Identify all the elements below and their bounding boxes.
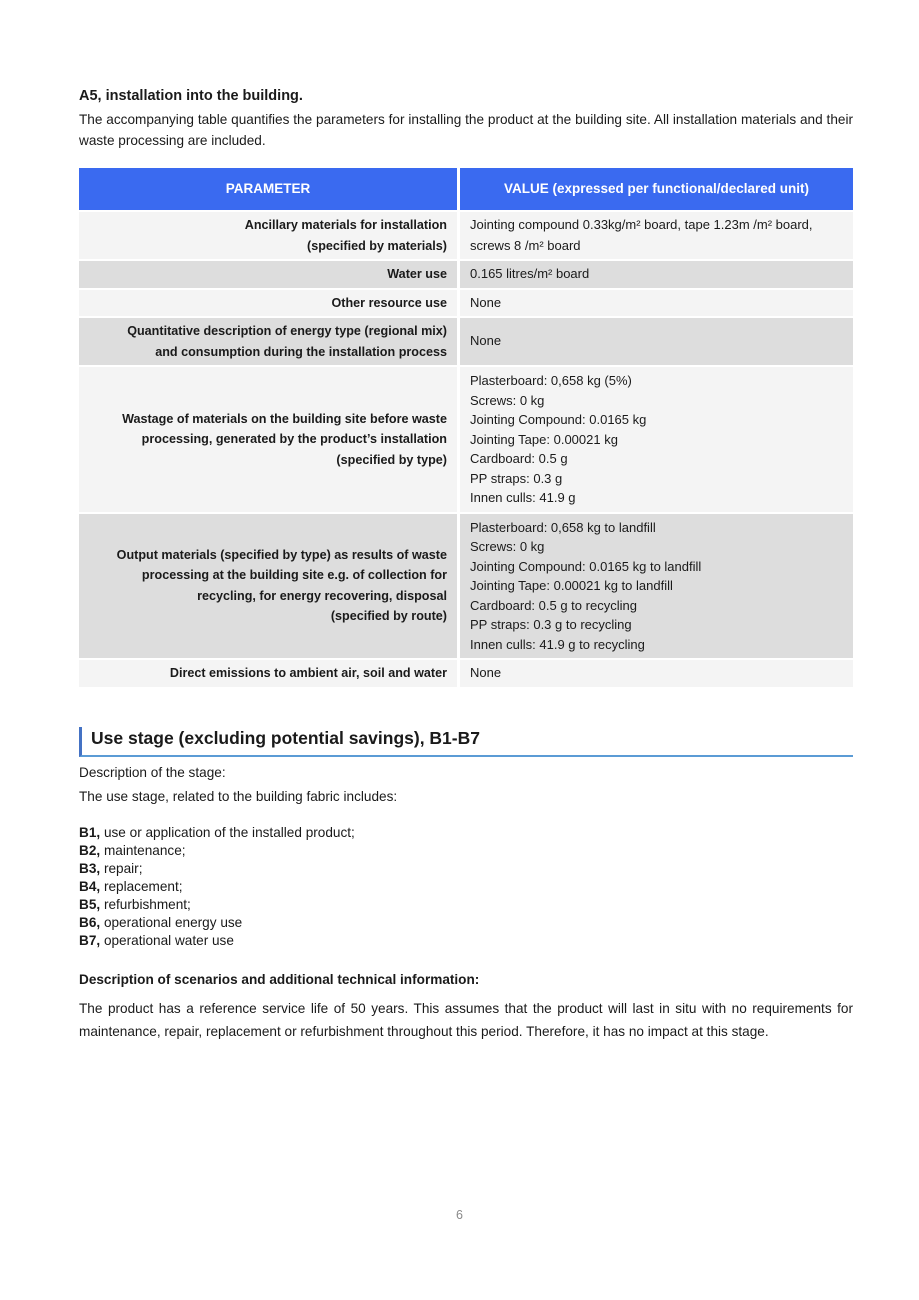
a5-section-heading: A5, installation into the building. xyxy=(79,88,303,104)
b-stage-item-b6 xyxy=(79,914,853,932)
b-stage-text: operational water use xyxy=(103,932,234,948)
table-row-other-resource-use xyxy=(79,290,853,317)
b-stage-item-b3 xyxy=(79,860,853,878)
parameter-cell: Output materials (specified by type) as results of waste processing at the building site e.g. of collection for recycling, for energy recovering, disposal (specified by route) xyxy=(79,514,457,659)
b-stage-item-b7 xyxy=(79,932,853,950)
value-cell: Plasterboard: 0,658 kg to landfill Screws: 0 kg Jointing Compound: 0.0165 kg to landfill Jointing Tape: 0.00021 kg to landfill Cardboard: 0.5 g to recycling PP straps: 0.3 g to recycling Innen culls: 41.9 g to recycling xyxy=(460,514,853,659)
b-stage-item-b5 xyxy=(79,896,853,914)
value-cell: None xyxy=(460,318,853,365)
b-stage-text: repair; xyxy=(103,860,143,876)
header-cell-parameter: PARAMETER xyxy=(79,168,457,210)
b-stage-item-b4 xyxy=(79,878,853,896)
b-stage-text: use or application of the installed product; xyxy=(103,824,355,840)
b-stage-text: maintenance; xyxy=(103,842,186,858)
b-stage-text: operational energy use xyxy=(103,914,243,930)
a5-intro-paragraph: The accompanying table quantifies the parameters for installing the product at the building site. All installation materials and their waste processing are included. xyxy=(79,112,853,148)
b-stage-item-b1 xyxy=(79,824,853,842)
b-stage-text: replacement; xyxy=(103,878,183,894)
b-stage-prefix: B4, xyxy=(79,878,101,894)
installation-parameters-table xyxy=(79,168,853,687)
value-cell: 0.165 litres/m² board xyxy=(460,261,853,288)
value-cell: None xyxy=(460,660,853,687)
page-number: 6 xyxy=(456,1208,463,1222)
parameter-cell: Water use xyxy=(79,261,457,288)
scenarios-heading: Description of scenarios and additional technical information: xyxy=(79,971,480,987)
header-cell-value: VALUE (expressed per functional/declared unit) xyxy=(460,168,853,210)
table-row-water-use xyxy=(79,261,853,288)
b-stage-prefix: B3, xyxy=(79,860,101,876)
b-stage-prefix: B2, xyxy=(79,842,101,858)
stage-description-text: The use stage, related to the building fabric includes: xyxy=(79,788,398,804)
parameter-cell: Quantitative description of energy type (regional mix) and consumption during the installation process xyxy=(79,318,457,365)
parameter-cell: Other resource use xyxy=(79,290,457,317)
use-stage-section-heading: Use stage (excluding potential savings), B1-B7 xyxy=(79,727,853,757)
b-stage-item-b2 xyxy=(79,842,853,860)
parameter-cell: Ancillary materials for installation (specified by materials) xyxy=(79,212,457,259)
value-cell: Jointing compound 0.33kg/m² board, tape 1.23m /m² board, screws 8 /m² board xyxy=(460,212,853,259)
scenarios-paragraph: The product has a reference service life of 50 years. This assumes that the product will last in situ with no requirements for maintenance, repair, replacement or refurbishment throughout this period. Therefore, it has no impact at this stage. xyxy=(79,1000,853,1039)
b-stage-text: refurbishment; xyxy=(103,896,191,912)
table-header-row xyxy=(79,168,853,210)
value-cell: None xyxy=(460,290,853,317)
table-row-ancillary-materials xyxy=(79,212,853,259)
table-row-output-materials xyxy=(79,514,853,659)
stage-description-label: Description of the stage: xyxy=(79,764,226,780)
b-stage-list xyxy=(79,824,853,950)
b-stage-prefix: B7, xyxy=(79,932,101,948)
parameter-cell: Direct emissions to ambient air, soil and water xyxy=(79,660,457,687)
b-stage-prefix: B6, xyxy=(79,914,101,930)
parameter-cell: Wastage of materials on the building site before waste processing, generated by the product’s installation (specified by type) xyxy=(79,367,457,512)
table-row-energy-description xyxy=(79,318,853,365)
value-cell: Plasterboard: 0,658 kg (5%) Screws: 0 kg Jointing Compound: 0.0165 kg Jointing Tape: 0.00021 kg Cardboard: 0.5 g PP straps: 0.3 g Innen culls: 41.9 g xyxy=(460,367,853,512)
table-row-direct-emissions xyxy=(79,660,853,687)
b-stage-prefix: B5, xyxy=(79,896,101,912)
table-row-wastage-materials xyxy=(79,367,853,512)
b-stage-prefix: B1, xyxy=(79,824,101,840)
